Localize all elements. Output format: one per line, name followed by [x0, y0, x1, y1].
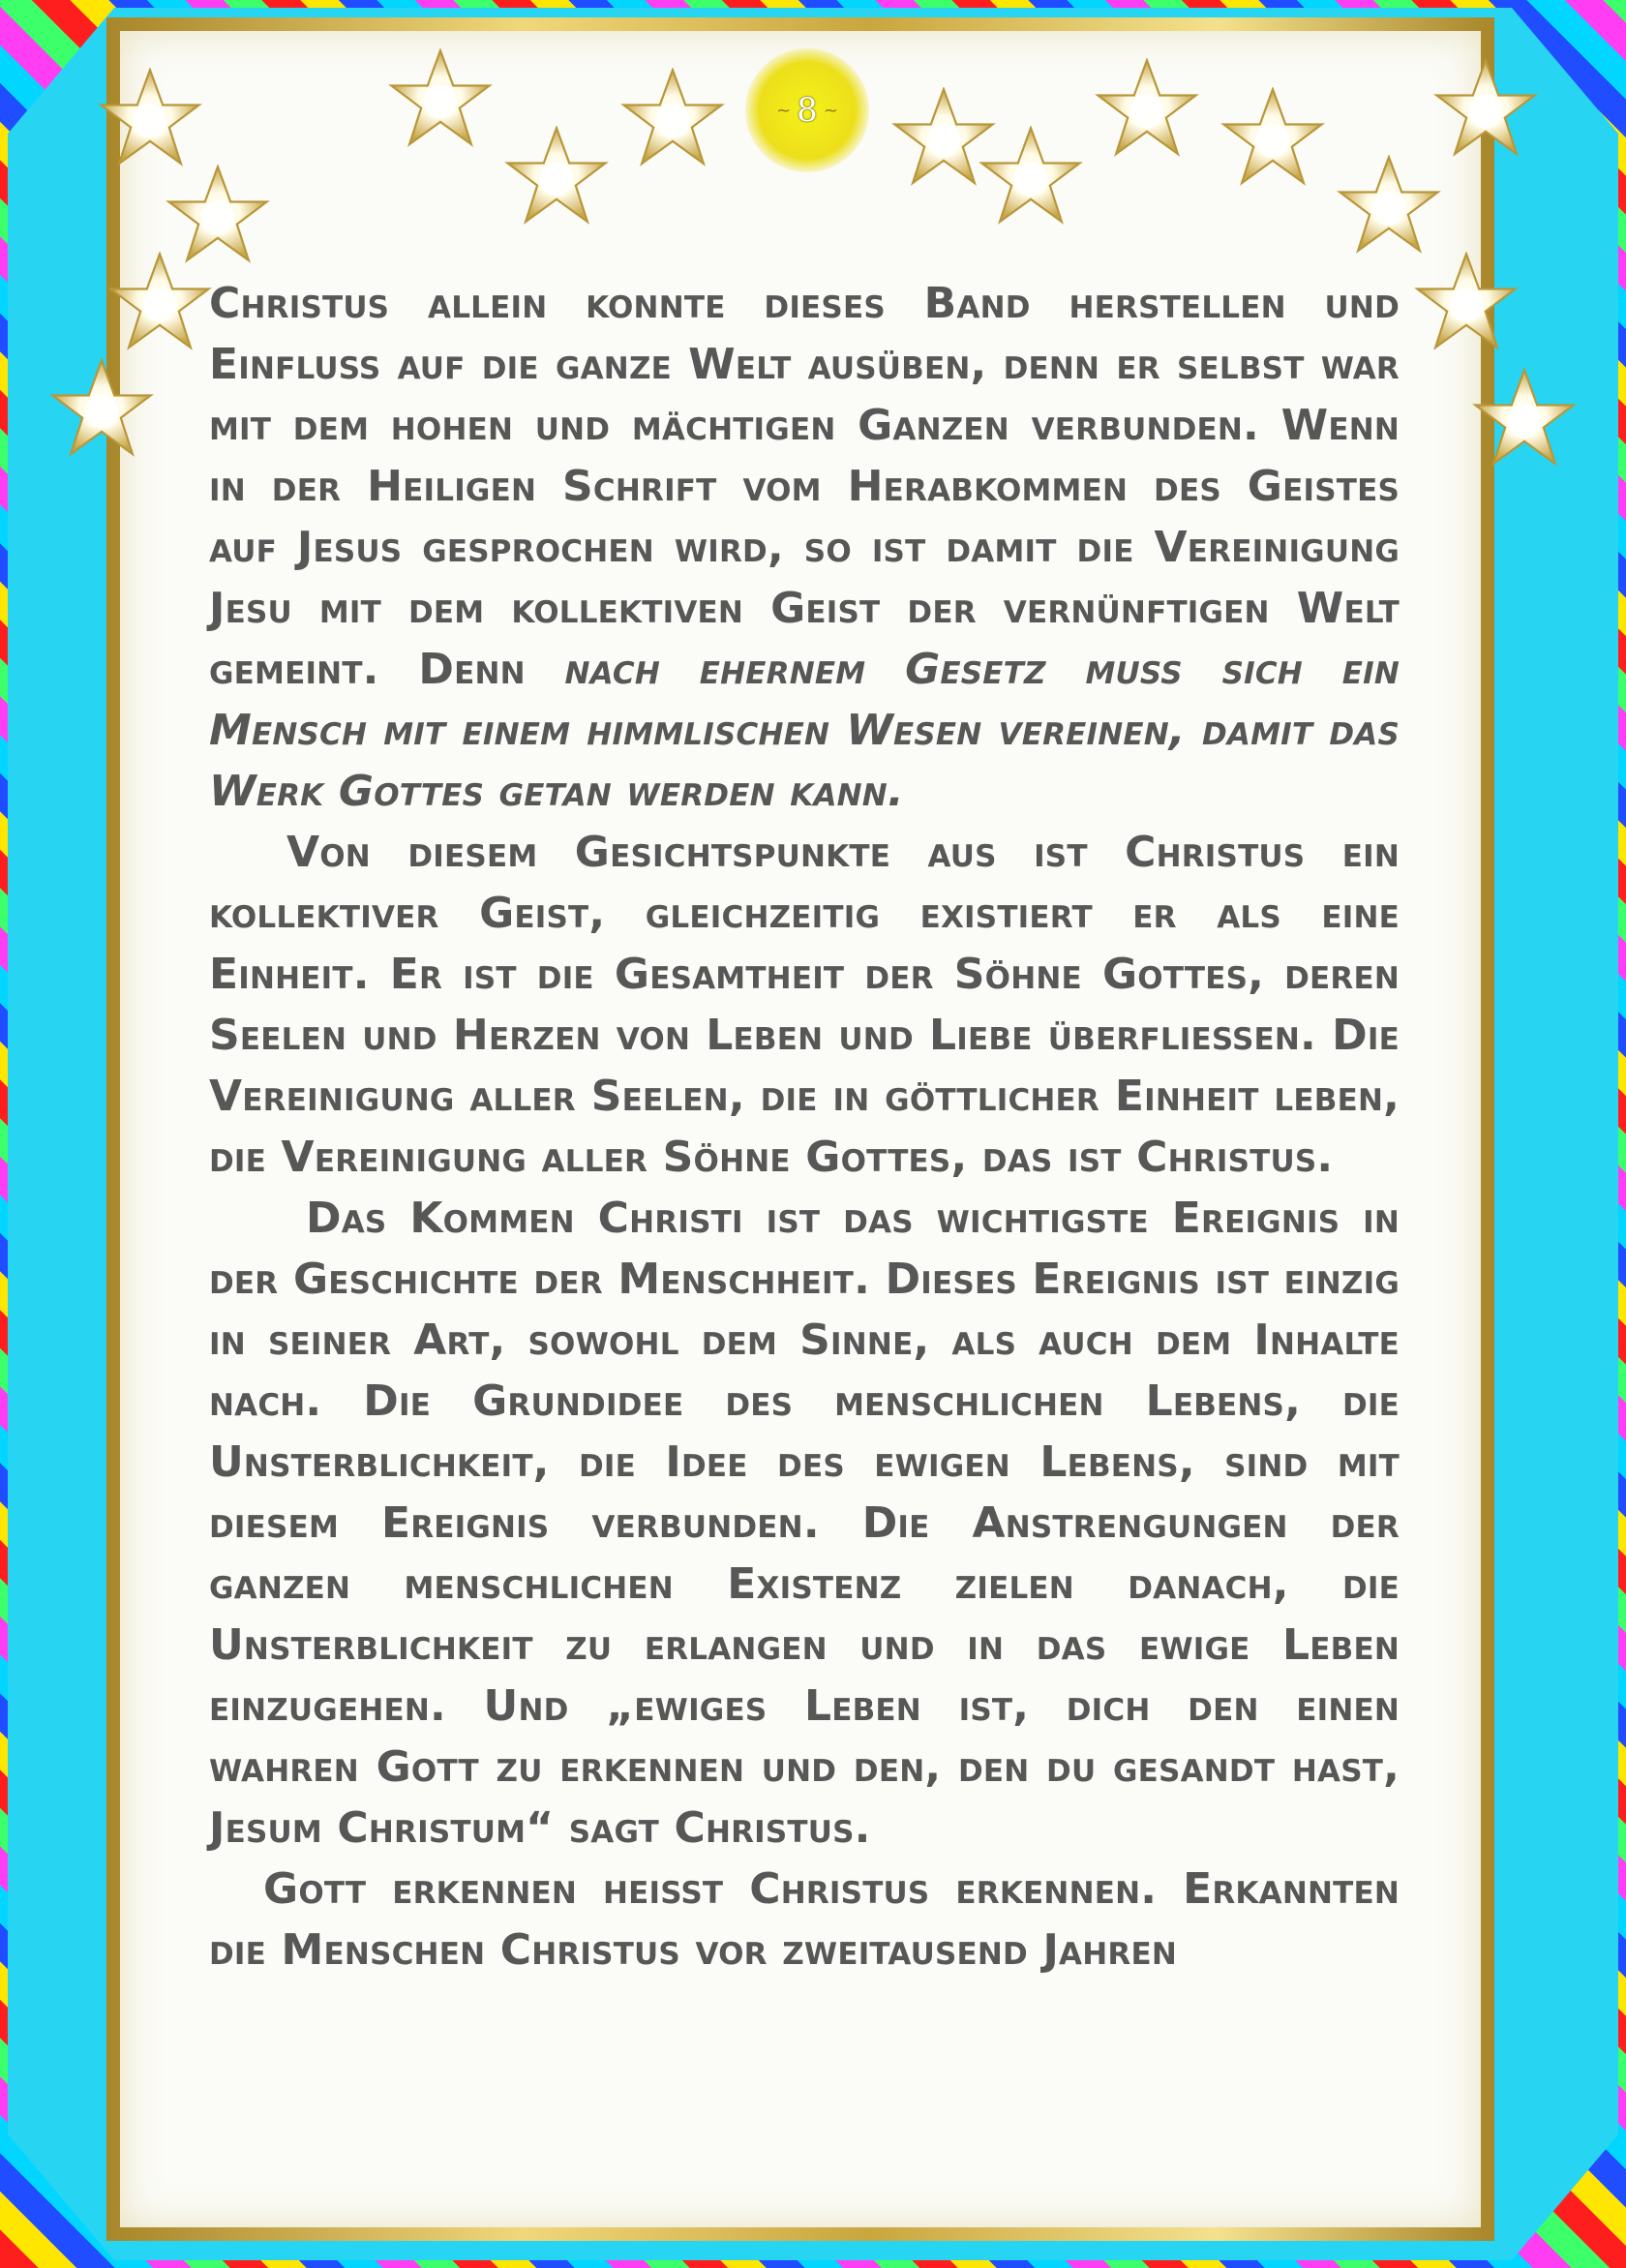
star-icon [981, 128, 1079, 222]
body-text [209, 273, 1400, 1981]
paragraph-4: Gott erkennen heisst Christus erkennen. Erkannten die Menschen Christus vor zweitausend Jahren [209, 1864, 1400, 1975]
left-ornament-icon: ~ [776, 100, 792, 121]
star-icon [1340, 157, 1437, 251]
star-icon [101, 70, 198, 164]
star-icon [168, 166, 266, 260]
star-icon [623, 70, 721, 164]
star-icon [1098, 60, 1195, 154]
page-number-badge [745, 48, 869, 172]
star-icon [52, 360, 150, 454]
star-icon [1475, 370, 1573, 464]
paragraph-3: Das Kommen Christi ist das wichtigste Ereignis in der Geschichte der Menschheit. Dieses Ereignis ist einzig in seiner Art, sowohl dem Sinne, als auch dem Inhalte nach. Die Grundidee des menschlichen Lebens, die Unsterblichkeit, die Idee des ewigen Lebens, sind mit diesem Ereignis verbunden. Die Anstrengungen der ganzen menschlichen Existenz zielen danach, die Unsterblichkeit zu erlangen und in das ewige Leben einzugehen. Und „ewiges Leben ist, dich den einen wahren Gott zu erkennen und den, den du gesandt hast, Jesum Christum“ sagt Christus. [209, 1194, 1400, 1853]
star-icon [1417, 254, 1515, 348]
paragraph-1 [209, 273, 1400, 822]
star-icon [894, 89, 992, 183]
paragraph-2: Von diesem Gesichtspunkte aus ist Christus ein kollektiver Geist, gleichzeitig existiert er als eine Einheit. Er ist die Gesamtheit der Söhne Gottes, deren Seelen und Herzen von Leben und Liebe überfliessen. Die Vereinigung aller Seelen, die in göttlicher Einheit leben, die Vereinigung aller Söhne Gottes, das ist Christus. [209, 828, 1400, 1182]
star-icon [1223, 89, 1321, 183]
star-icon [507, 128, 605, 222]
paragraph-1-text: Christus allein konnte dieses Band herstellen und Einfluss auf die ganze Welt ausüben, denn er selbst war mit dem hohen und mächtigen Ganzen verbunden. Wenn in der Heiligen Schrift vom Herabkommen des Geistes auf Jesus gesprochen wird, so ist damit die Vereinigung Jesu mit dem kollektiven Geist der vernünftigen Welt gemeint. Denn [209, 279, 1400, 694]
page-number: 8 [797, 91, 818, 130]
star-icon [110, 254, 208, 348]
star-icon [391, 50, 489, 144]
paragraph-1-italic: nach ehernem Gesetz muss sich ein Mensch mit einem himmlischen Wesen vereinen, damit das Werk Gottes getan werden kann. [209, 645, 1400, 816]
right-ornament-icon: ~ [823, 100, 838, 121]
star-icon [1436, 60, 1534, 154]
